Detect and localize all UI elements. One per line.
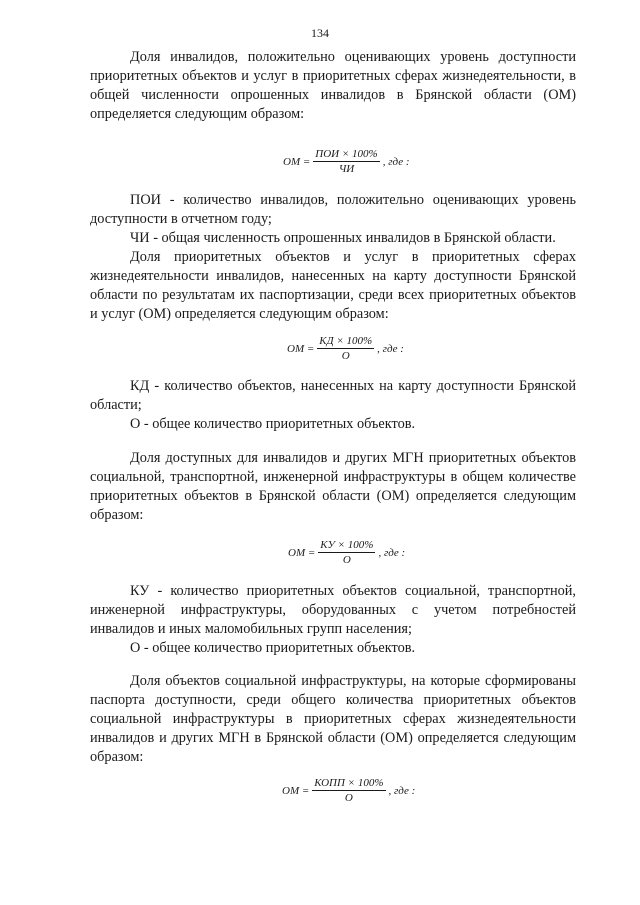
formula-fraction [313, 148, 379, 175]
formula-fraction [318, 539, 375, 566]
paragraph-intro-ku: Доля доступных для инвалидов и других МГН приоритетных объектов социальной, транспортной, инженерной инфраструктуры в общем количестве приоритетных объектов в Брянской области (ОМ) определяется следующим образом: [90, 450, 576, 523]
formula-kd [287, 335, 404, 362]
paragraph-intro-kopp: Доля объектов социальной инфраструктуры, на которые сформированы паспорта доступности, среди общего количества приоритетных объектов социальной инфраструктуры в приоритетных сферах жизнедеятельности инвалидов и других МГН в Брянской области (ОМ) определяется следующим образом: [90, 673, 576, 765]
formula-kopp [282, 777, 415, 804]
paragraph-intro-kd: Доля приоритетных объектов и услуг в приоритетных сферах жизнедеятельности инвалидов, нанесенных на карту доступности Брянской области по результатам их паспортизации, среди всех приоритетных объектов и услуг (ОМ) определяется следующим образом: [90, 249, 576, 322]
formula-poi [283, 148, 410, 175]
formula-numerator: КОПП × 100% [314, 777, 384, 789]
paragraph-def-ku: КУ - количество приоритетных объектов социальной, транспортной, инженерной инфраструктуры, оборудованных с учетом потребностей инвалидов и иных маломобильных групп населения; [90, 583, 576, 637]
page-number: 134 [311, 26, 329, 40]
formula-fraction [312, 777, 385, 804]
formula-denominator: ЧИ [338, 163, 355, 175]
paragraph-def-o-2: О - общее количество приоритетных объектов. [130, 640, 416, 656]
formula-tail: , где : [378, 546, 406, 559]
formula-lhs: ОМ = [282, 784, 310, 797]
formula-ku [288, 539, 405, 566]
paragraph-intro-poi: Доля инвалидов, положительно оценивающих уровень доступности приоритетных объектов и услуг в приоритетных сферах жизнедеятельности, в общей численности опрошенных инвалидов в Брянской области (ОМ) определяется следующим образом: [90, 49, 576, 122]
formula-denominator: О [344, 792, 353, 804]
formula-numerator: КД × 100% [319, 335, 373, 347]
paragraph-def-kd: КД - количество объектов, нанесенных на карту доступности Брянской области; [90, 378, 576, 413]
formula-lhs: ОМ = [287, 342, 315, 355]
formula-numerator: КУ × 100% [320, 539, 374, 551]
formula-denominator: О [342, 554, 351, 566]
paragraph-def-poi: ПОИ - количество инвалидов, положительно оценивающих уровень доступности в отчетном году; [90, 192, 576, 227]
formula-tail: , где : [388, 784, 416, 797]
paragraph-def-o-1: О - общее количество приоритетных объектов. [130, 416, 416, 432]
formula-tail: , где : [377, 342, 404, 355]
formula-numerator: ПОИ × 100% [315, 148, 378, 160]
formula-fraction [317, 335, 374, 362]
paragraph-def-chi: ЧИ - общая численность опрошенных инвалидов в Брянской области. [130, 230, 556, 246]
formula-lhs: ОМ = [283, 155, 311, 168]
formula-lhs: ОМ = [288, 546, 316, 559]
formula-tail: , где : [382, 155, 410, 168]
formula-denominator: О [341, 350, 350, 362]
